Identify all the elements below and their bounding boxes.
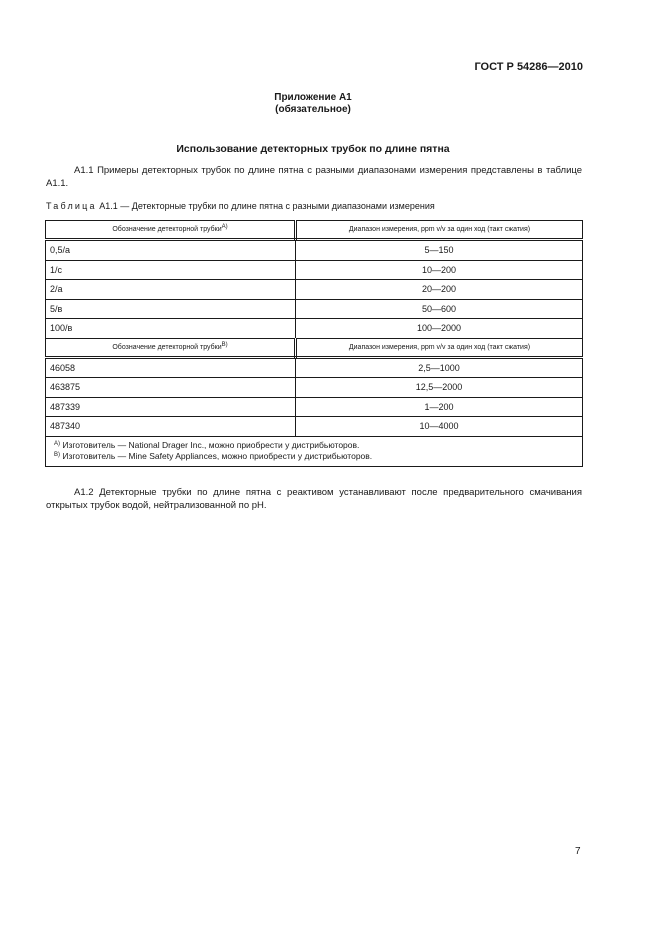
page-number: 7 [575, 846, 581, 857]
tube-range: 12,5—2000 [296, 378, 583, 398]
caption-word: Таблица [46, 201, 97, 211]
section-heading: Использование детекторных трубок по длине пятна [176, 143, 450, 155]
table-header-row [46, 338, 583, 357]
table-row [46, 280, 583, 300]
tube-range: 5—150 [296, 240, 583, 261]
tube-id: 463875 [46, 378, 296, 398]
paragraph-number: А1.1 [74, 165, 94, 176]
note-a: $^{A)}$ Изготовитель — National Drager Inc., можно приобрести у дистрибьюторов. [54, 439, 360, 450]
table-row [46, 319, 583, 339]
tube-id: 1/c [46, 260, 296, 280]
paragraph-text: Примеры детекторных трубок по длине пятна с разными диапазонами измерения представлены в таблице А1.1. [46, 165, 582, 189]
annex-status: (обязательное) [275, 104, 351, 115]
note-b: $^{B)}$ Изготовитель — Mine Safety Appliances, можно приобрести у дистрибьюторов. [54, 450, 373, 461]
table-row [46, 260, 583, 280]
tube-range: 10—4000 [296, 417, 583, 437]
tube-range: 10—200 [296, 260, 583, 280]
detector-tubes-table [45, 220, 583, 467]
tube-id: 100/в [46, 319, 296, 339]
tube-id: 5/в [46, 299, 296, 319]
tube-range: 1—200 [296, 397, 583, 417]
table-row [46, 378, 583, 398]
paragraph-text: Детекторные трубки по длине пятна с реактивом устанавливают после предварительного смачивания открытых трубок водой, нейтрализованной по pH. [46, 487, 582, 511]
table-row [46, 357, 583, 378]
header-designation: Обозначение детекторной трубки$^{В)}$ [46, 338, 296, 357]
paragraph-a1-1 [46, 164, 582, 190]
header-range: Диапазон измерения, ppm v/v за один ход (такт сжатия) [296, 221, 583, 240]
table-header-row [46, 221, 583, 240]
tube-range: 2,5—1000 [296, 357, 583, 378]
header-range: Диапазон измерения, ppm v/v за один ход (такт сжатия) [296, 338, 583, 357]
standard-number: ГОСТ Р 54286—2010 [474, 61, 583, 73]
caption-text: А1.1 — Детекторные трубки по длине пятна с разными диапазонами измерения [96, 201, 435, 211]
paragraph-a1-2 [46, 486, 582, 512]
table-row [46, 299, 583, 319]
tube-id: 2/a [46, 280, 296, 300]
annex-block [0, 92, 626, 116]
tube-range: 50—600 [296, 299, 583, 319]
annex-title: Приложение А1 [274, 92, 352, 103]
table-notes [46, 436, 583, 466]
table-notes-row [46, 436, 583, 466]
tube-range: 100—2000 [296, 319, 583, 339]
tube-range: 20—200 [296, 280, 583, 300]
table-row [46, 417, 583, 437]
table-row [46, 240, 583, 261]
tube-id: 46058 [46, 357, 296, 378]
header-designation: Обозначение детекторной трубки$^{А)}$ [46, 221, 296, 240]
table-row [46, 397, 583, 417]
paragraph-number: А1.2 [74, 487, 94, 498]
tube-id: 487340 [46, 417, 296, 437]
tube-id: 0,5/a [46, 240, 296, 261]
tube-id: 487339 [46, 397, 296, 417]
table-caption [46, 201, 435, 211]
